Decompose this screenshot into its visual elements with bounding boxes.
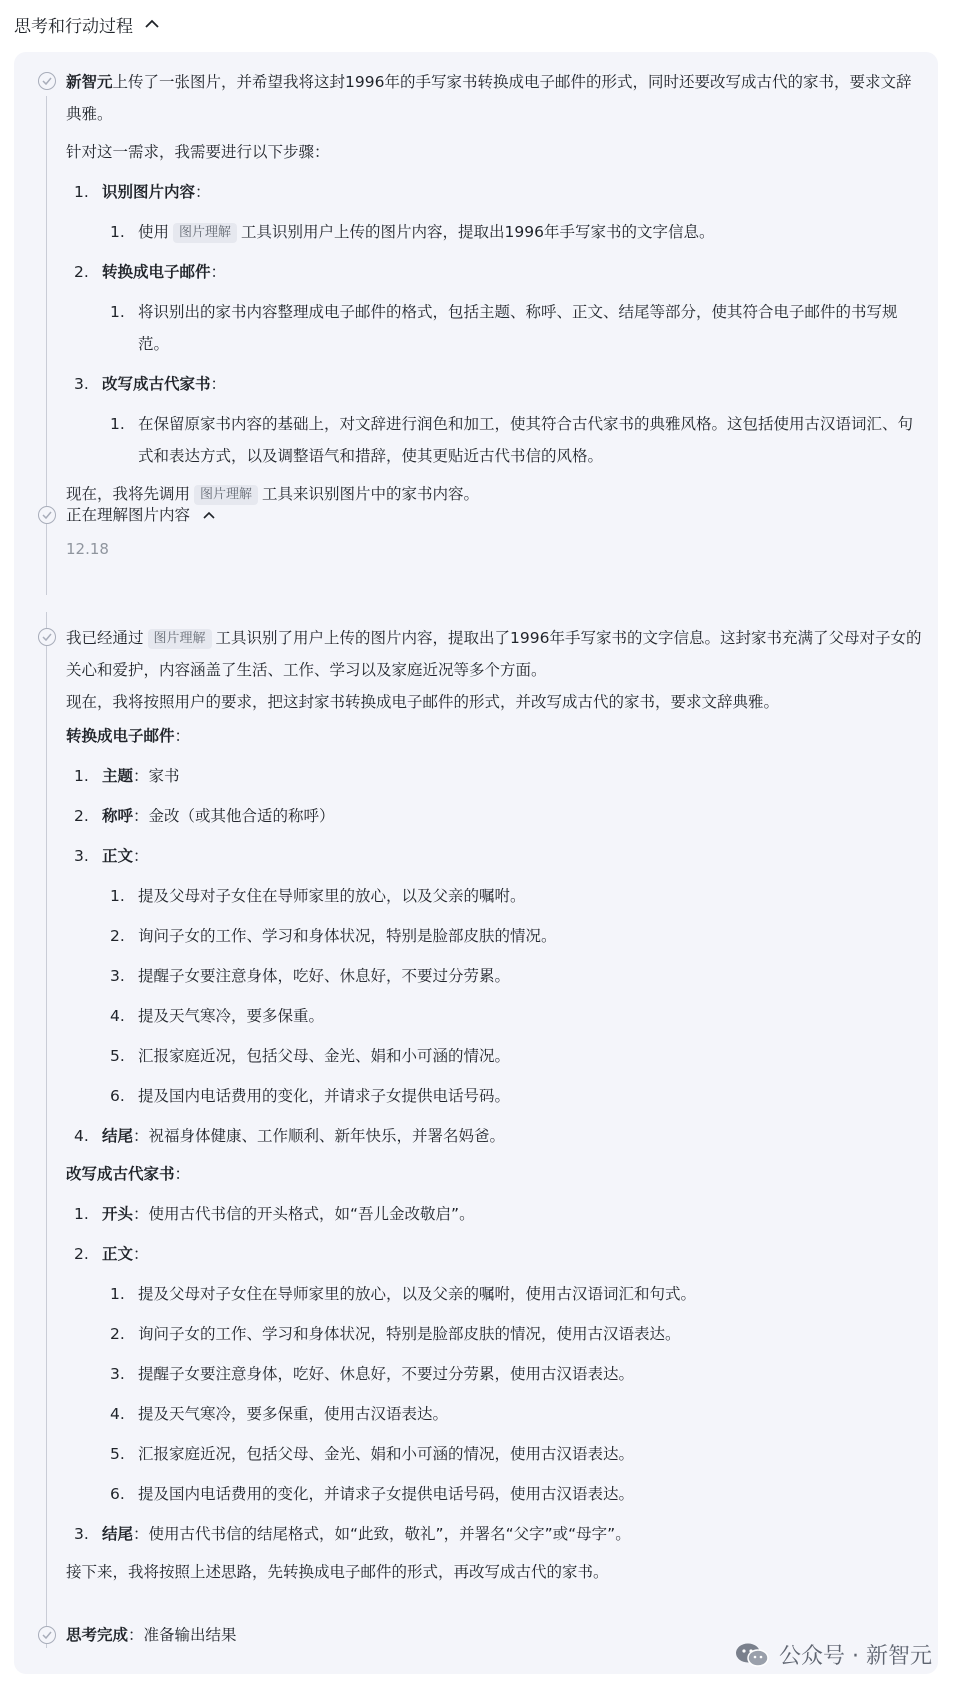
thinking-panel — [14, 52, 938, 1674]
tool-chip: 图片理解 — [148, 629, 212, 649]
steps-intro: 针对这一需求，我需要进行以下步骤： — [66, 143, 330, 161]
wechat-icon — [735, 1642, 769, 1668]
user-name: 新智元 — [66, 73, 113, 91]
tool-chip: 图片理解 — [173, 223, 237, 243]
chevron-up-icon — [145, 17, 159, 31]
ancient-heading: 改写成古代家书 — [66, 1165, 175, 1183]
list-item: 6. 提及国内电话费用的变化，并请求子女提供电话号码，使用古汉语表达。 — [110, 1485, 635, 1503]
list-item: 2. 转换成电子邮件： — [74, 263, 227, 281]
thinking-process-title: 思考和行动过程 — [14, 16, 133, 37]
plan-paragraph: 现在，我将按照用户的要求，把这封家书转换成电子邮件的形式，并改写成古代的家书，要求文辞典雅。 — [66, 693, 780, 711]
list-item: 3. 提醒子女要注意身体，吃好、休息好，不要过分劳累，使用古汉语表达。 — [110, 1365, 635, 1383]
tool-step-label[interactable]: 正在理解图片内容 — [66, 506, 191, 524]
timeline-line — [46, 540, 47, 595]
list-item: 1. 提及父母对子女住在导师家里的放心，以及父亲的嘱咐，使用古汉语词汇和句式。 — [110, 1285, 697, 1303]
chevron-up-icon[interactable] — [203, 498, 215, 530]
tool-chip: 图片理解 — [194, 485, 258, 505]
step-closing: 现在，我将先调用 图片理解 工具来识别图片中的家书内容。 — [66, 485, 480, 503]
list-item: 1. 开头：使用古代书信的开头格式，如“吾儿金改敬启”。 — [74, 1205, 475, 1223]
list-item: 2. 称呼：金改（或其他合适的称呼） — [74, 807, 335, 825]
list-item: 4. 结尾：祝福身体健康、工作顺利、新年快乐，并署名妈爸。 — [74, 1127, 506, 1145]
step-intro: 新智元上传了一张图片，并希望我将这封1996年的手写家书转换成电子邮件的形式，同时还要改写成古代的家书，要求文辞典雅。 — [66, 73, 912, 123]
list-item: 4. 提及天气寒冷，要多保重，使用古汉语表达。 — [110, 1405, 449, 1423]
watermark — [735, 1639, 932, 1670]
ancient-list — [66, 1198, 926, 1550]
thinking-process-toggle[interactable] — [14, 10, 159, 38]
step-list — [66, 176, 926, 472]
list-item: 5. 汇报家庭近况，包括父母、金光、娟和小可涵的情况。 — [110, 1047, 511, 1065]
step-tool-call[interactable] — [66, 498, 926, 565]
step-done: 思考完成：准备输出结果 — [66, 1626, 237, 1644]
step-analysis — [66, 66, 926, 510]
check-circle-icon — [38, 72, 56, 90]
list-item: 1. 提及父母对子女住在导师家里的放心，以及父亲的嘱咐。 — [110, 887, 526, 905]
list-item: 5. 汇报家庭近况，包括父母、金光、娟和小可涵的情况，使用古汉语表达。 — [110, 1445, 635, 1463]
list-item: 4. 提及天气寒冷，要多保重。 — [110, 1007, 325, 1025]
step-plan: 我已经通过 图片理解 工具识别了用户上传的图片内容，提取出了1996年手写家书的文字信息。这封家书充满了父母对子女的关心和爱护，内容涵盖了生活、工作、学习以及家庭近况等多个方面。 现在，我将按照用户的要求，把这封家书转换成电子邮件的形式，并改写成古代的家书，要求文辞典雅。 转换成电子邮件： 1. 主题：家书 2. 称呼：金改（或其他合适的称呼） 3. 正文： 1. 提及父母对子女住在导师家里的放心，以及父亲的嘱咐。 2. 询问子女的工作、学习和身体状况，特别是脸部皮肤的情况。 3. 提醒子女要注意身体，吃好、休息好，不要过分劳累。 4. 提及天气寒冷，要多保重。 5. 汇报家庭近况，包括父母、金光、娟和小可涵的情况。 6. 提及国内电话费用的变化，并请求子女提供电话号码。 4. 结尾：祝福身体健康、工作顺利、新年快乐，并署名妈爸。 改写成古代家书： 1. 开头：使用古代书信的开头格式，如“吾儿金改敬启”。 2. 正文： 1. 提及父母对子女住在导师家里的放心，以及父亲的嘱咐，使用古汉语词汇和句式。 2. 询问子女的工作、学习和身体状况，特别是脸部皮肤的情况，使用古汉语表达。 3. 提醒子女要注意身体，吃好、休息好，不要过分劳累，使用古汉语表达。 4. 提及天气寒冷，要多保重，使用古汉语表达。 5. 汇报家庭近况，包括父母、金光、娟和小可涵的情况，使用古汉语表达。 6. 提及国内电话费用的变化，并请求子女提供电话号码，使用古汉语表达。 3. 结尾：使用古代书信的结尾格式，如“此致，敬礼”，并署名“父字”或“母字”。 接下来，我将按照上述思路，先转换成电子邮件的形式，再改写成古代的家书。 — [66, 622, 926, 1588]
email-heading: 转换成电子邮件 — [66, 727, 175, 745]
list-item: 3. 结尾：使用古代书信的结尾格式，如“此致，敬礼”，并署名“父字”或“母字”。 — [74, 1525, 631, 1543]
list-item: 1. 主题：家书 — [74, 767, 180, 785]
email-list — [66, 760, 926, 1152]
watermark-text: 公众号 · 新智元 — [779, 1644, 932, 1669]
list-item: 2. 询问子女的工作、学习和身体状况，特别是脸部皮肤的情况，使用古汉语表达。 — [110, 1325, 681, 1343]
list-item: 3. 改写成古代家书： — [74, 375, 227, 393]
list-item: 1. 识别图片内容： — [74, 183, 211, 201]
done-label: 思考完成 — [66, 1626, 129, 1644]
list-item: 3. 提醒子女要注意身体，吃好、休息好，不要过分劳累。 — [110, 967, 511, 985]
tool-step-time: 12.18 — [66, 540, 109, 558]
plan-closing: 接下来，我将按照上述思路，先转换成电子邮件的形式，再改写成古代的家书。 — [66, 1563, 609, 1581]
list-item: 2. 正文： — [74, 1245, 149, 1263]
check-circle-icon — [38, 628, 56, 646]
list-item: 1. 在保留原家书内容的基础上，对文辞进行润色和加工，使其符合古代家书的典雅风格。这包括使用古汉语词汇、句式和表达方式，以及调整语气和措辞，使其更贴近古代书信的风格。 — [110, 415, 914, 465]
list-item: 2. 询问子女的工作、学习和身体状况，特别是脸部皮肤的情况。 — [110, 927, 557, 945]
list-item: 3. 正文： — [74, 847, 149, 865]
list-item: 1. 将识别出的家书内容整理成电子邮件的格式，包括主题、称呼、正文、结尾等部分，使其符合电子邮件的书写规范。 — [110, 303, 898, 353]
list-item: 1. 使用 图片理解 工具识别用户上传的图片内容，提取出1996年手写家书的文字信息。 — [110, 223, 715, 241]
check-circle-icon — [38, 506, 56, 524]
list-item: 6. 提及国内电话费用的变化，并请求子女提供电话号码。 — [110, 1087, 511, 1105]
timeline-line — [46, 612, 47, 1648]
plan-paragraph: 我已经通过 图片理解 工具识别了用户上传的图片内容，提取出了1996年手写家书的文字信息。这封家书充满了父母对子女的关心和爱护，内容涵盖了生活、工作、学习以及家庭近况等多个方面。 — [66, 629, 922, 679]
check-circle-icon — [38, 1626, 56, 1644]
